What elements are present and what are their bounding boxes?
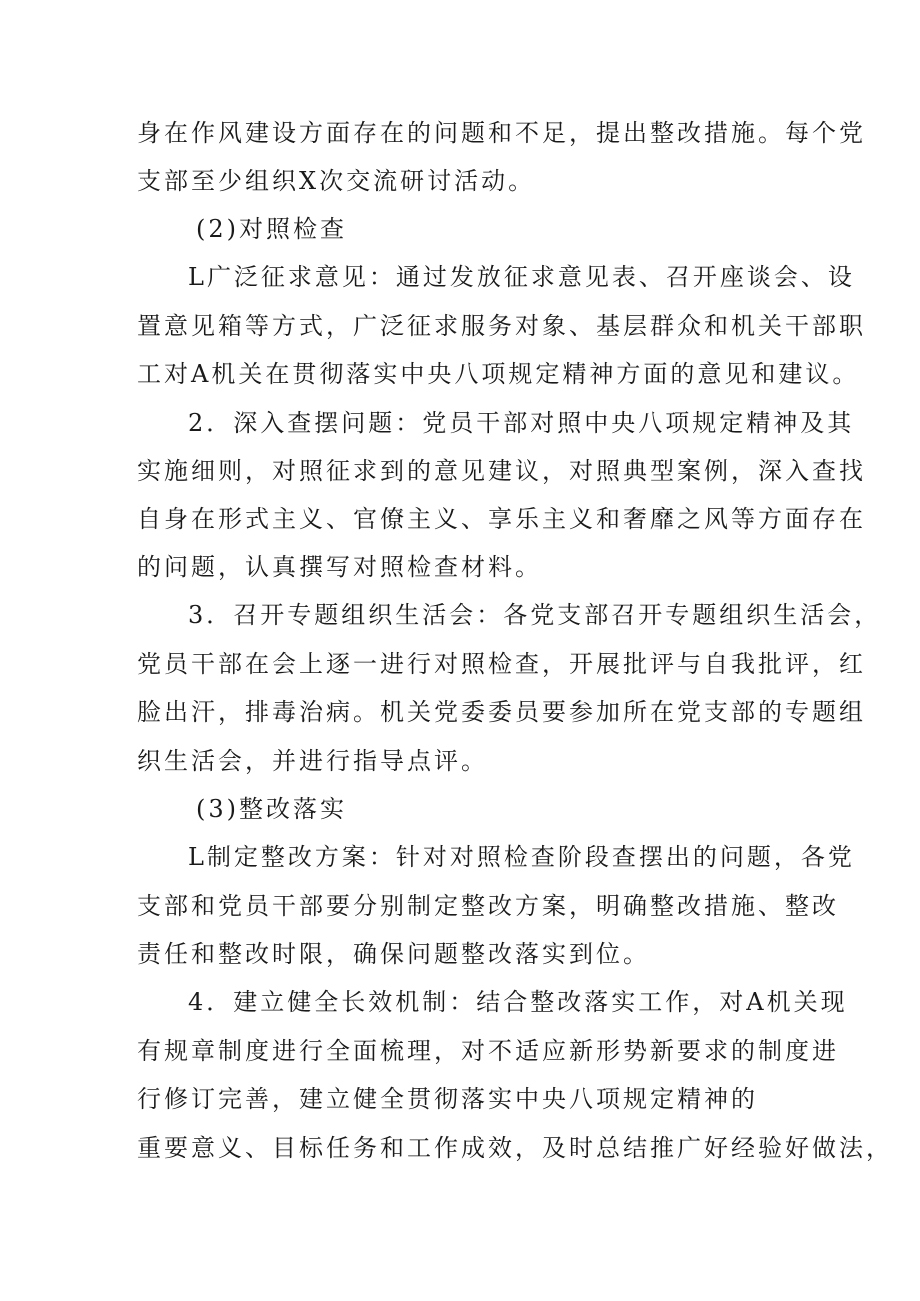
section-heading-3: (3)整改落实 (196, 795, 347, 823)
text-line: 有规章制度进行全面梳理，对不适应新形势新要求的制度进 (137, 1037, 839, 1065)
text-line: 3．召开专题组织生活会：各党支部召开专题组织生活会， (188, 601, 882, 629)
text-line: 自身在形式主义、官僚主义、享乐主义和奢靡之风等方面存在 (137, 505, 866, 533)
text-line: 4．建立健全长效机制：结合整改落实工作，对A机关现 (188, 988, 848, 1016)
text-line: 身在作风建设方面存在的问题和不足，提出整改措施。每个党 (137, 119, 866, 147)
text-line: 置意见箱等方式，广泛征求服务对象、基层群众和机关干部职 (137, 312, 866, 340)
text-line: 重要意义、目标任务和工作成效，及时总结推广好经验好做法， (137, 1134, 893, 1162)
text-line: L广泛征求意见：通过发放征求意见表、召开座谈会、设 (188, 263, 855, 291)
text-line: 实施细则，对照征求到的意见建议，对照典型案例，深入查找 (137, 457, 866, 485)
text-line: L制定整改方案：针对对照检查阶段查摆出的问题，各党 (188, 843, 855, 871)
text-line: 脸出汗，排毒治病。机关党委委员要参加所在党支部的专题组 (137, 698, 866, 726)
text-line: 2．深入查摆问题：党员干部对照中央八项规定精神及其 (188, 409, 855, 437)
text-line: 责任和整改时限，确保问题整改落实到位。 (137, 940, 650, 968)
text-line: 行修订完善，建立健全贯彻落实中央八项规定精神的 (137, 1085, 758, 1113)
section-heading-2: (2)对照检查 (196, 215, 347, 243)
text-line: 工对A机关在贯彻落实中央八项规定精神方面的意见和建议。 (137, 360, 860, 388)
text-line: 党员干部在会上逐一进行对照检查，开展批评与自我批评，红 (137, 650, 866, 678)
text-line: 的问题，认真撰写对照检查材料。 (137, 553, 542, 581)
text-line: 织生活会，并进行指导点评。 (137, 747, 488, 775)
text-line: 支部至少组织X次交流研讨活动。 (137, 167, 536, 195)
text-line: 支部和党员干部要分别制定整改方案，明确整改措施、整改 (137, 892, 839, 920)
